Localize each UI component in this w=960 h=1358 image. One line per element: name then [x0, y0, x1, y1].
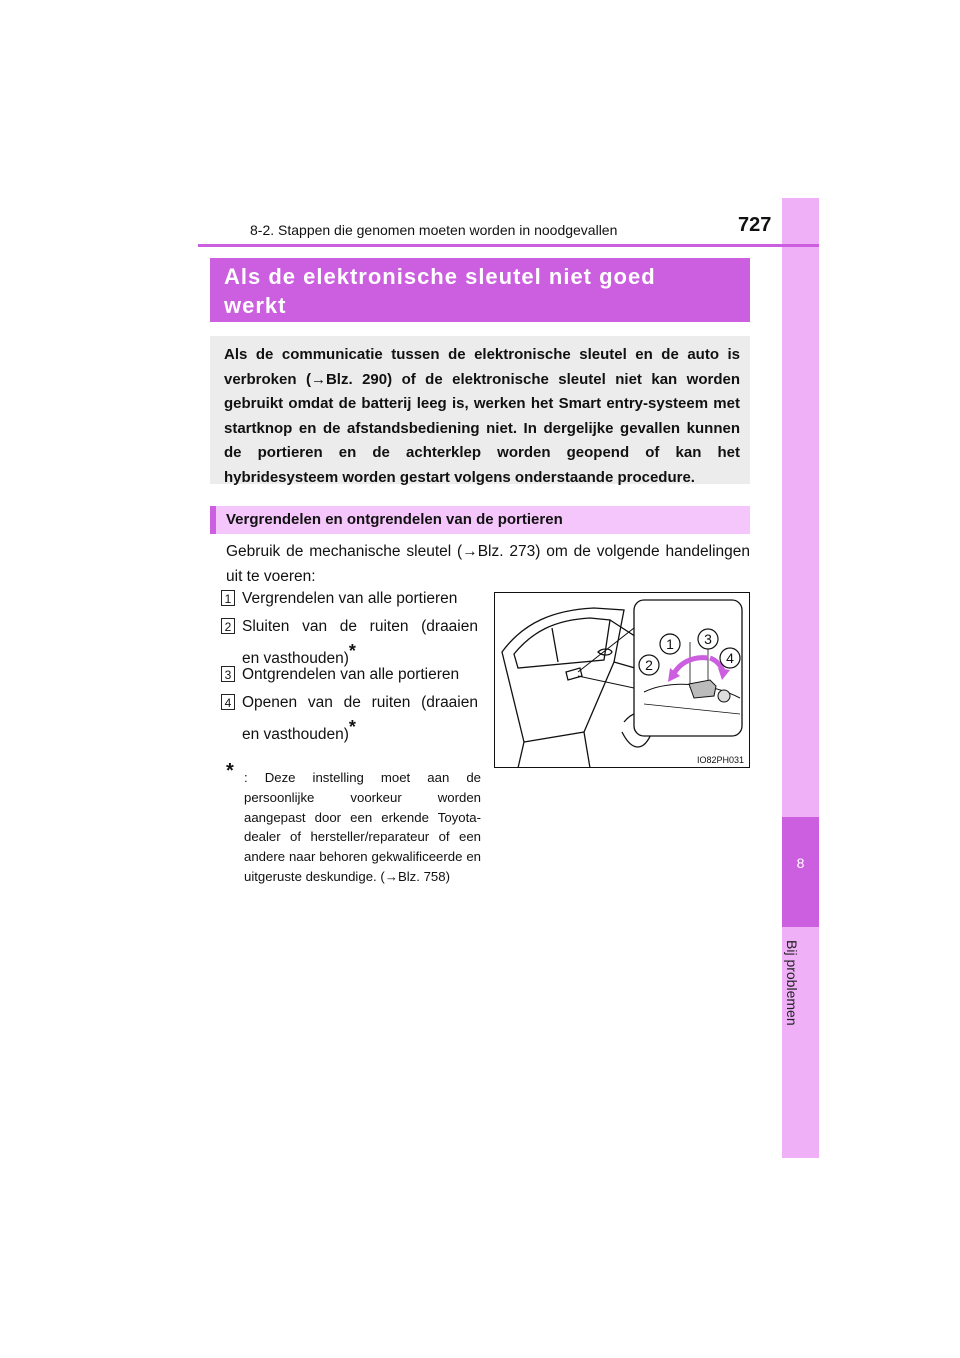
- section-title: 8-2. Stappen die genomen moeten worden in noodgevallen: [250, 222, 618, 238]
- footnote-text: : Deze instelling moet aan de persoonlijke voorkeur worden aangepast door een erkende Toyota-dealer of hersteller/reparateur of een andere naar behoren gekwalificeerde en uitgeruste deskundige. (→Blz. 758): [244, 770, 481, 884]
- callout-3: 3: [704, 631, 712, 647]
- callout-4: 4: [726, 650, 734, 666]
- step-2-asterisk: *: [348, 641, 356, 661]
- figure-code: IO82PH031: [696, 755, 744, 765]
- step-text-3: Ontgrendelen van alle portieren: [242, 666, 460, 683]
- page-number: 727: [738, 214, 772, 236]
- intro-box: Als de communicatie tussen de elektronische sleutel en de auto is verbroken (→Blz. 290) of de elektronische sleutel niet kan worden gebruikt omdat de batterij leeg is, werken het Smart entry-systeem met startknop en de afstandsbediening niet. In dergelijke gevallen kunnen de portieren en de achterklep worden geopend of kan het hybridesysteem worden gestart volgens onderstaande procedure.: [210, 336, 750, 484]
- step-badge-2: 2: [221, 618, 235, 634]
- footnote-mark: *: [226, 760, 234, 782]
- footnote: [226, 760, 481, 887]
- step-text-4-line2-text: en vasthouden): [242, 726, 349, 744]
- chapter-number-block: [782, 817, 819, 927]
- step-text-4-line1: Openen van de ruiten (draaien: [242, 694, 478, 711]
- step-text-2-line1: Sluiten van de ruiten (draaien: [242, 618, 478, 635]
- step-4-asterisk: *: [348, 717, 356, 737]
- page-title: [210, 258, 750, 322]
- chapter-number: 8: [796, 855, 805, 871]
- step-text-4-line2: [242, 715, 356, 747]
- step-text-2-line2-text: en vasthouden): [242, 650, 349, 668]
- subsection-title: Vergrendelen en ontgrendelen van de portieren: [210, 506, 750, 534]
- chapter-title: Bij problemen: [784, 940, 800, 1026]
- subsection-body: Gebruik de mechanische sleutel (→Blz. 273) om de volgende handelingen uit te voeren:: [226, 543, 750, 585]
- callout-2: 2: [645, 657, 653, 673]
- header-rule: [198, 244, 819, 247]
- step-text-1: Vergrendelen van alle portieren: [242, 590, 458, 607]
- page-title-line1: Als de elektronische sleutel niet goed: [224, 264, 656, 289]
- callout-1: 1: [666, 636, 674, 652]
- key-door-illustration: [494, 592, 750, 768]
- page-title-line2: werkt: [224, 293, 287, 318]
- illustration-svg: [494, 592, 750, 768]
- step-badge-3: 3: [221, 666, 235, 682]
- step-badge-1: 1: [221, 590, 235, 606]
- step-badge-4: 4: [221, 694, 235, 710]
